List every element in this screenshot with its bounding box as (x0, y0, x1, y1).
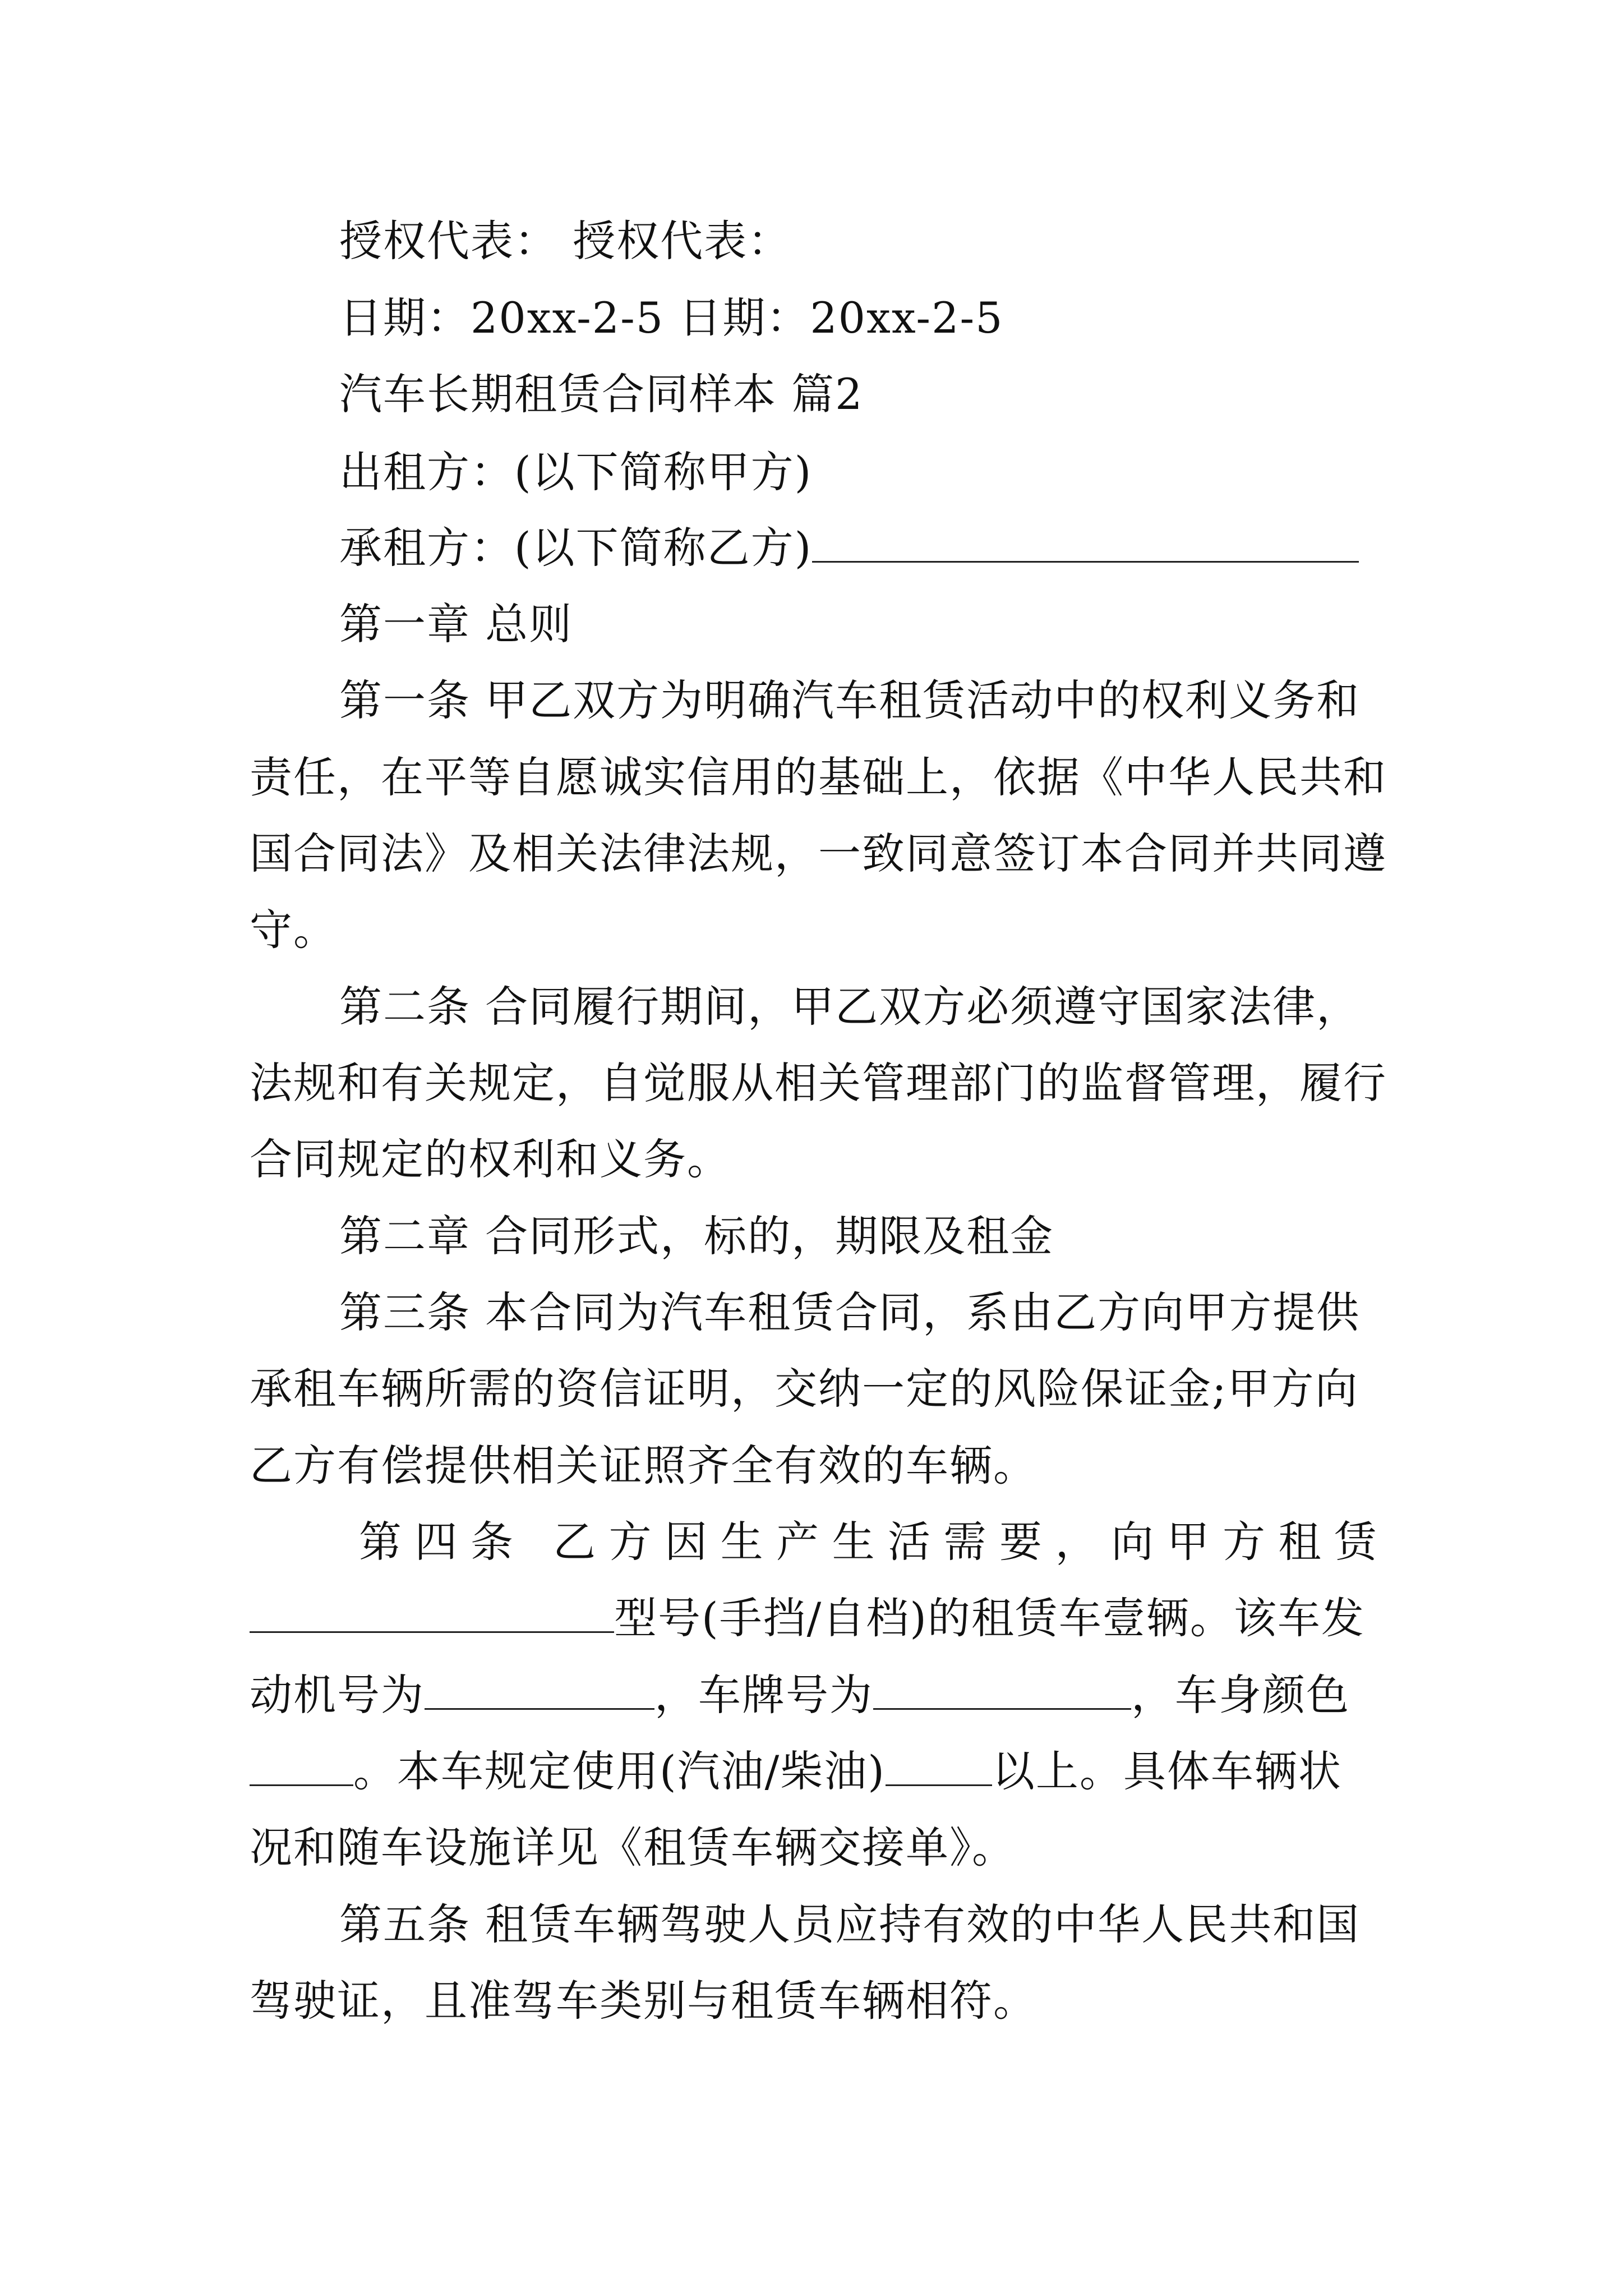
authorized-rep-line: 授权代表： 授权代表： (339, 216, 792, 266)
plate-number-label: ，车牌号为 (654, 1670, 873, 1720)
fuel-type-label: 。本车规定使用(汽油/柴油) (353, 1746, 886, 1796)
article-3-line-1: 第三条 本合同为汽车租赁合同，系由乙方向甲方提供 (339, 1287, 1361, 1337)
article-2-line-3: 合同规定的权利和义务。 (250, 1134, 731, 1184)
article-2-line-2: 法规和有关规定，自觉服从相关管理部门的监督管理，履行 (250, 1058, 1387, 1108)
chapter-1-heading: 第一章 总则 (339, 599, 573, 649)
article-4-line-3 (250, 1664, 1388, 1726)
lessee-name-blank (812, 522, 1359, 563)
body-color-blank (250, 1745, 353, 1786)
article-1-line-1: 第一条 甲乙双方为明确汽车租赁活动中的权利义务和 (339, 675, 1361, 725)
vehicle-model-blank (250, 1592, 614, 1633)
date-line: 日期：20xx-2-5 日期：20xx-2-5 (339, 293, 1004, 343)
engine-number-blank (425, 1669, 654, 1710)
article-4-line-1: 第四条 乙方因生产生活需要，向甲方租赁 (359, 1517, 1388, 1567)
article-4-line-2 (250, 1588, 1388, 1649)
engine-number-label: 动机号为 (250, 1670, 425, 1720)
article-4-line-5: 况和随车设施详见《租赁车辆交接单》。 (250, 1823, 1016, 1872)
lessee-line (339, 517, 1478, 579)
article-1-line-2: 责任，在平等自愿诚实信用的基础上，依据《中华人民共和 (250, 752, 1387, 802)
lessor-line: 出租方：(以下简称甲方) (339, 447, 813, 497)
article-4-line-4 (250, 1741, 1388, 1802)
article-4-line-2-text: 型号(手挡/自档)的租赁车壹辆。该车发 (614, 1593, 1365, 1643)
article-5-line-1: 第五条 租赁车辆驾驶人员应持有效的中华人民共和国 (339, 1899, 1361, 1949)
article-1-line-4: 守。 (250, 905, 337, 955)
article-5-line-2: 驾驶证，且准驾车类别与租赁车辆相符。 (250, 1976, 1037, 2026)
plate-number-blank (873, 1669, 1131, 1710)
article-4-line-4-tail: 以上。具体车辆状 (992, 1746, 1342, 1796)
article-1-line-3: 国合同法》及相关法律法规，一致同意签订本合同并共同遵 (250, 829, 1387, 878)
chapter-2-heading: 第二章 合同形式，标的，期限及租金 (339, 1211, 1054, 1261)
article-3-line-2: 承租车辆所需的资信证明，交纳一定的风险保证金;甲方向 (250, 1364, 1359, 1414)
article-3-line-3: 乙方有偿提供相关证照齐全有效的车辆。 (250, 1441, 1037, 1490)
body-color-label: ，车身颜色 (1131, 1670, 1350, 1720)
fuel-grade-blank (886, 1745, 992, 1786)
article-2-line-1: 第二条 合同履行期间，甲乙双方必须遵守国家法律， (339, 982, 1361, 1032)
lessee-label: 承租方：(以下简称乙方) (339, 523, 813, 573)
section-title: 汽车长期租赁合同样本 篇2 (339, 369, 864, 419)
